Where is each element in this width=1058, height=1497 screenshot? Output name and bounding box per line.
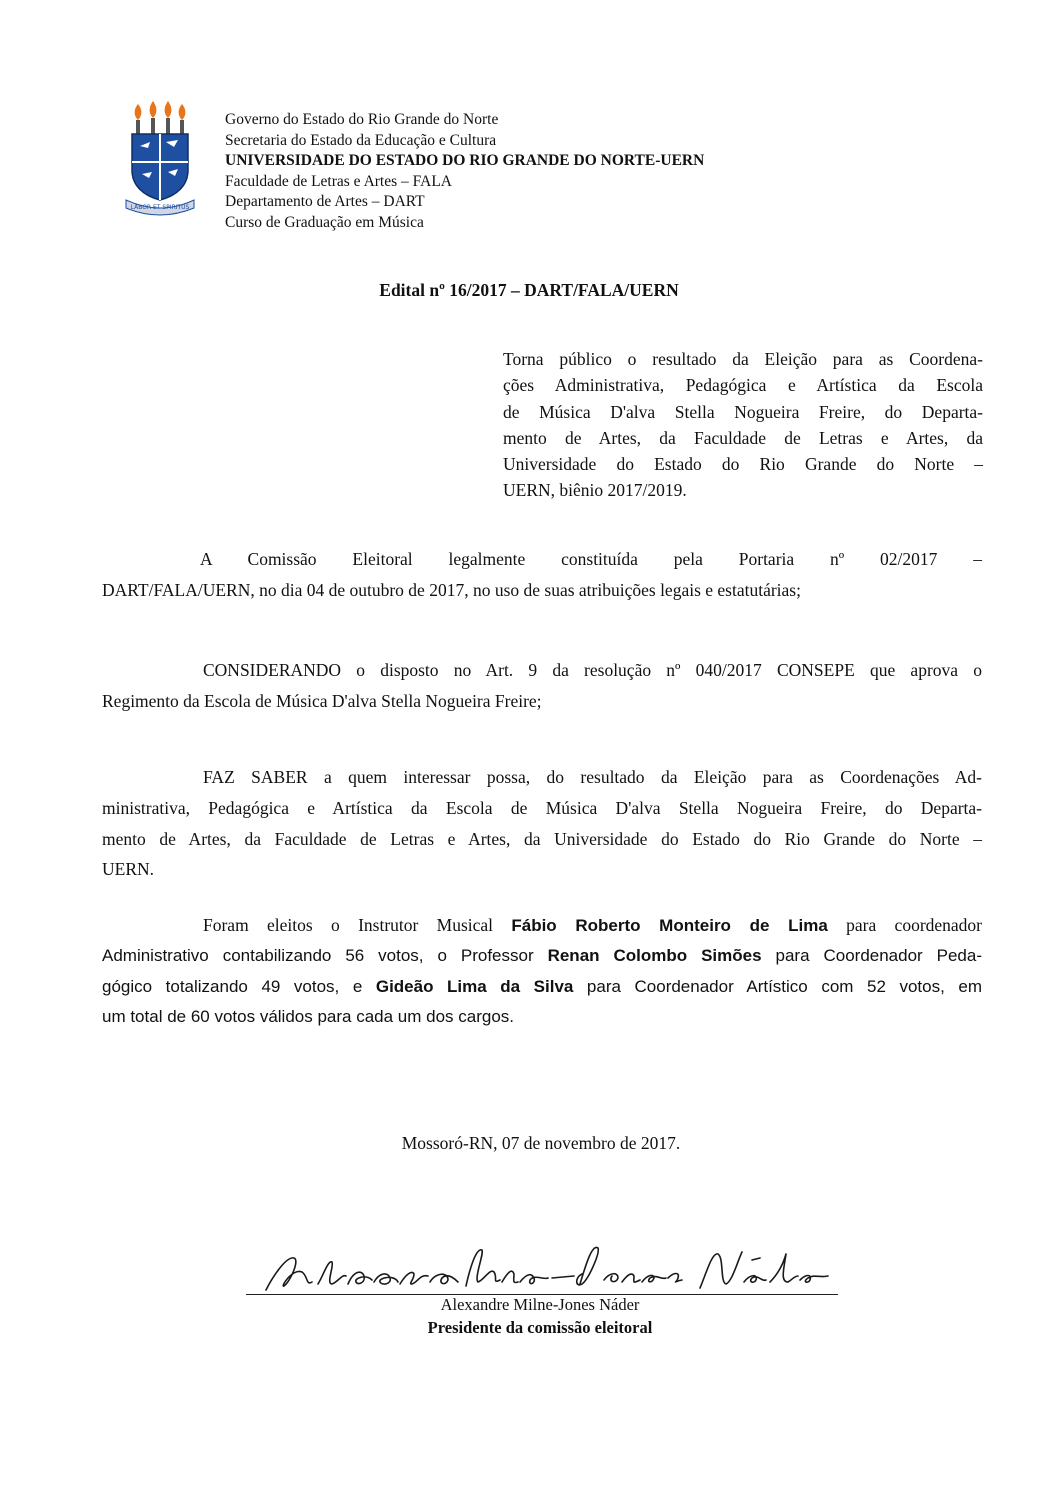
paragraph-line: ministrativa, Pedagógica e Artística da Escola de Música D'alva Stella Nogueira Freire, do Departa- <box>102 797 982 818</box>
paragraph-line: Regimento da Escola de Música D'alva Stella Nogueira Freire; <box>102 690 542 711</box>
header-secretariat: Secretaria do Estado da Educação e Cultura <box>225 131 497 149</box>
paragraph-considering <box>102 655 982 717</box>
abstract-line: UERN, biênio 2017/2019. <box>503 480 687 501</box>
uern-crest-logo <box>120 100 200 218</box>
results-text: Administrativo contabilizando 56 votos, o Professor <box>102 945 534 965</box>
elected-administrative-name: Fábio Roberto Monteiro de Lima <box>511 916 828 935</box>
results-line <box>102 972 982 1003</box>
document-abstract <box>503 346 983 504</box>
results-text: para Coordenador Artístico com 52 votos, em <box>586 976 982 996</box>
paragraph-line: DART/FALA/UERN, no dia 04 de outubro de 2017, no uso de suas atribuições legais e estatutárias; <box>102 579 801 600</box>
paragraph-line: UERN. <box>102 859 155 880</box>
elected-artistic-name: Gideão Lima da Silva <box>375 976 574 996</box>
paragraph-line: mento de Artes, da Faculdade de Letras e Artes, da Universidade do Estado do Rio Grande do Norte – <box>102 828 982 849</box>
header-government: Governo do Estado do Rio Grande do Norte <box>225 111 499 128</box>
abstract-line: Universidade do Estado do Rio Grande do Norte – <box>503 454 983 475</box>
abstract-line: mento de Artes, da Faculdade de Letras e Artes, da <box>503 427 983 448</box>
svg-text:LABOR ET SPIRITUS: LABOR ET SPIRITUS <box>130 204 190 211</box>
results-text: gógico totalizando 49 votos, e <box>102 976 363 996</box>
paragraph-line: A Comissão Eleitoral legalmente constituída pela Portaria nº 02/2017 – <box>200 549 982 569</box>
institution-header <box>225 110 704 233</box>
paragraph-line: CONSIDERANDO o disposto no Art. 9 da resolução nº 040/2017 CONSEPE que aprova o <box>203 660 982 680</box>
abstract-line: Torna público o resultado da Eleição para as Coordena- <box>503 349 983 369</box>
paragraph-results <box>102 910 982 1033</box>
results-line <box>102 941 982 972</box>
header-university: UNIVERSIDADE DO ESTADO DO RIO GRANDE DO NORTE-UERN <box>225 152 705 169</box>
elected-pedagogical-name: Renan Colombo Simões <box>547 945 762 965</box>
signer-role: Presidente da comissão eleitoral <box>427 1318 653 1337</box>
results-text: Foram eleitos o Instrutor Musical <box>203 915 494 935</box>
results-line: um total de 60 votos válidos para cada um dos cargos. <box>102 1007 515 1027</box>
paragraph-commission <box>102 544 982 606</box>
abstract-line: ções Administrativa, Pedagógica e Artística da Escola <box>503 375 983 396</box>
paragraph-line: FAZ SABER a quem interessar possa, do resultado da Eleição para as Coordenações Ad- <box>203 767 982 787</box>
results-text: para coordenador <box>846 915 983 935</box>
header-course: Curso de Graduação em Música <box>225 213 424 231</box>
results-text: para Coordenador Peda- <box>775 945 983 965</box>
signer-name: Alexandre Milne-Jones Náder <box>440 1295 640 1314</box>
paragraph-announcement <box>102 762 982 885</box>
results-line <box>102 910 982 941</box>
abstract-line: de Música D'alva Stella Nogueira Freire, do Departa- <box>503 401 983 422</box>
document-date: Mossoró-RN, 07 de novembro de 2017. <box>401 1133 681 1153</box>
torch-flames-icon <box>135 101 186 134</box>
document-title: Edital nº 16/2017 – DART/FALA/UERN <box>379 280 679 300</box>
header-department: Departamento de Artes – DART <box>225 193 425 210</box>
header-faculty: Faculdade de Letras e Artes – FALA <box>225 172 452 190</box>
handwritten-signature <box>262 1238 832 1296</box>
